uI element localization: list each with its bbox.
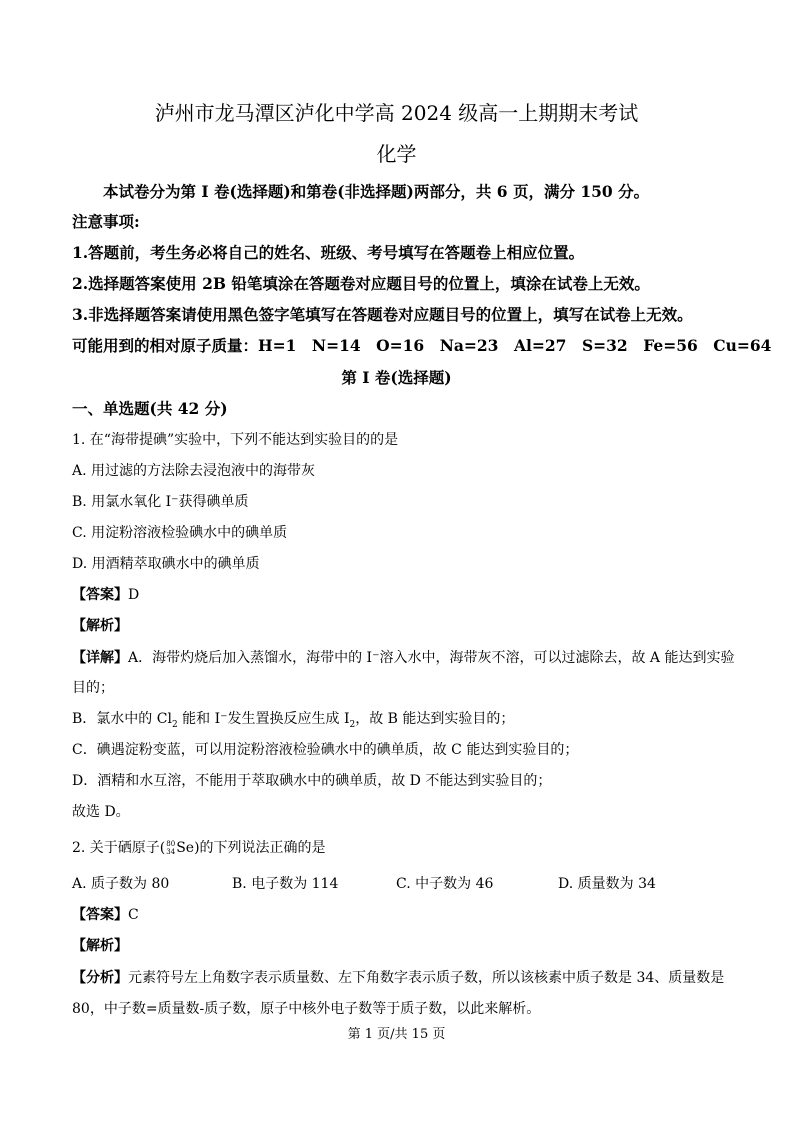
- detail-tag: 【详解】: [72, 650, 128, 666]
- question-2-answer: [72, 904, 139, 924]
- note-3: 3.非选择题答案请使用黑色签字笔填写在答题卷对应题目号的位置上，填写在试卷上无效。: [72, 305, 693, 324]
- question-2-option-d: D. 质量数为 34: [558, 876, 656, 892]
- question-2-analysis: [72, 967, 724, 987]
- question-1-detail-c: C．碘遇淀粉变蓝，可以用淀粉溶液检验碘水中的碘单质，故 C 能达到实验目的；: [72, 742, 579, 758]
- question-1-detail-b: [72, 708, 514, 730]
- exam-description: 本试卷分为第 I 卷(选择题)和第卷(非选择题)两部分，共 6 页，满分 150 分。: [103, 182, 650, 201]
- answer-tag: 【答案】: [72, 587, 128, 603]
- question-1-option-d: D. 用酒精萃取碘水中的碘单质: [72, 556, 260, 572]
- analysis-detail-tag: 【分析】: [72, 970, 128, 986]
- question-1-answer: [72, 584, 139, 604]
- notes-heading: 注意事项:: [72, 212, 140, 231]
- detail-b-mid: 能和 I⁻发生置换反应生成 I: [177, 711, 350, 727]
- detail-a-text: A．海带灼烧后加入蒸馏水，海带中的 I⁻溶入水中，海带灰不溶，可以过滤除去，故 A 能达到实验: [128, 650, 735, 666]
- detail-b-sub2: 2: [349, 719, 356, 730]
- note-1: 1.答题前，考生务必将自己的姓名、班级、考号填写在答题卷上相应位置。: [72, 243, 585, 262]
- question-2-option-b: B. 电子数为 114: [232, 876, 339, 892]
- stem-post: )的下列说法正确的是: [194, 840, 326, 856]
- question-1-detail-a: [72, 647, 735, 667]
- section-heading: 第 I 卷(选择题): [341, 368, 452, 387]
- detail-b-post: ，故 B 能达到实验目的；: [355, 711, 515, 727]
- question-2-analysis-cont: 80，中子数=质量数-质子数，原子中核外电子数等于质子数，以此来解析。: [72, 1001, 541, 1017]
- analysis-tag: 【解析】: [72, 938, 128, 954]
- question-2-analysis-tag: [72, 935, 128, 955]
- part-heading: 一、单选题(共 42 分): [72, 399, 228, 418]
- page-footer: 第 1 页/共 15 页: [347, 1027, 446, 1042]
- question-2-stem: [72, 837, 326, 857]
- isotope-mass: 80: [166, 840, 176, 848]
- detail-b-pre: B．氯水中的 Cl: [72, 711, 172, 727]
- atomic-masses: 可能用到的相对原子质量：H=1 N=14 O=16 Na=23 Al=27 S=32 Fe=56 Cu=64: [72, 336, 772, 355]
- question-1-conclusion: 故选 D。: [72, 804, 130, 820]
- answer-tag: 【答案】: [72, 907, 128, 923]
- subject-title: 化学: [376, 142, 417, 166]
- question-1-detail-a-cont: 目的；: [72, 680, 114, 696]
- question-1-option-a: A. 用过滤的方法除去浸泡液中的海带灰: [72, 463, 316, 479]
- analysis-tag: 【解析】: [72, 618, 128, 634]
- question-1-detail-d: D．酒精和水互溶，不能用于萃取碘水中的碘单质，故 D 不能达到实验目的；: [72, 773, 552, 789]
- question-1-stem: 1. 在“海带提碘”实验中，下列不能达到实验目的的是: [72, 432, 399, 448]
- stem-pre: 2. 关于硒原子(: [72, 840, 166, 856]
- answer-value: C: [128, 907, 139, 923]
- analysis-line-1: 元素符号左上角数字表示质量数、左下角数字表示质子数，所以该核素中质子数是 34、质量数是: [128, 970, 725, 986]
- question-2-option-a: A. 质子数为 80: [72, 876, 170, 892]
- note-2: 2.选择题答案使用 2B 铅笔填涂在答题卷对应题目号的位置上，填涂在试卷上无效。: [72, 274, 650, 293]
- isotope-notation: [166, 840, 175, 856]
- question-2-option-c: C. 中子数为 46: [396, 876, 494, 892]
- answer-value: D: [128, 587, 140, 603]
- question-1-option-b: B. 用氯水氧化 I⁻获得碘单质: [72, 494, 249, 510]
- exam-title: 泸州市龙马潭区泸化中学高 2024 级高一上期期末考试: [154, 101, 639, 125]
- isotope-z: 34: [166, 848, 176, 856]
- detail-b-sub1: 2: [171, 719, 178, 730]
- isotope-symbol: Se: [176, 840, 195, 856]
- question-1-option-c: C. 用淀粉溶液检验碘水中的碘单质: [72, 525, 288, 541]
- question-1-analysis-tag: [72, 615, 128, 635]
